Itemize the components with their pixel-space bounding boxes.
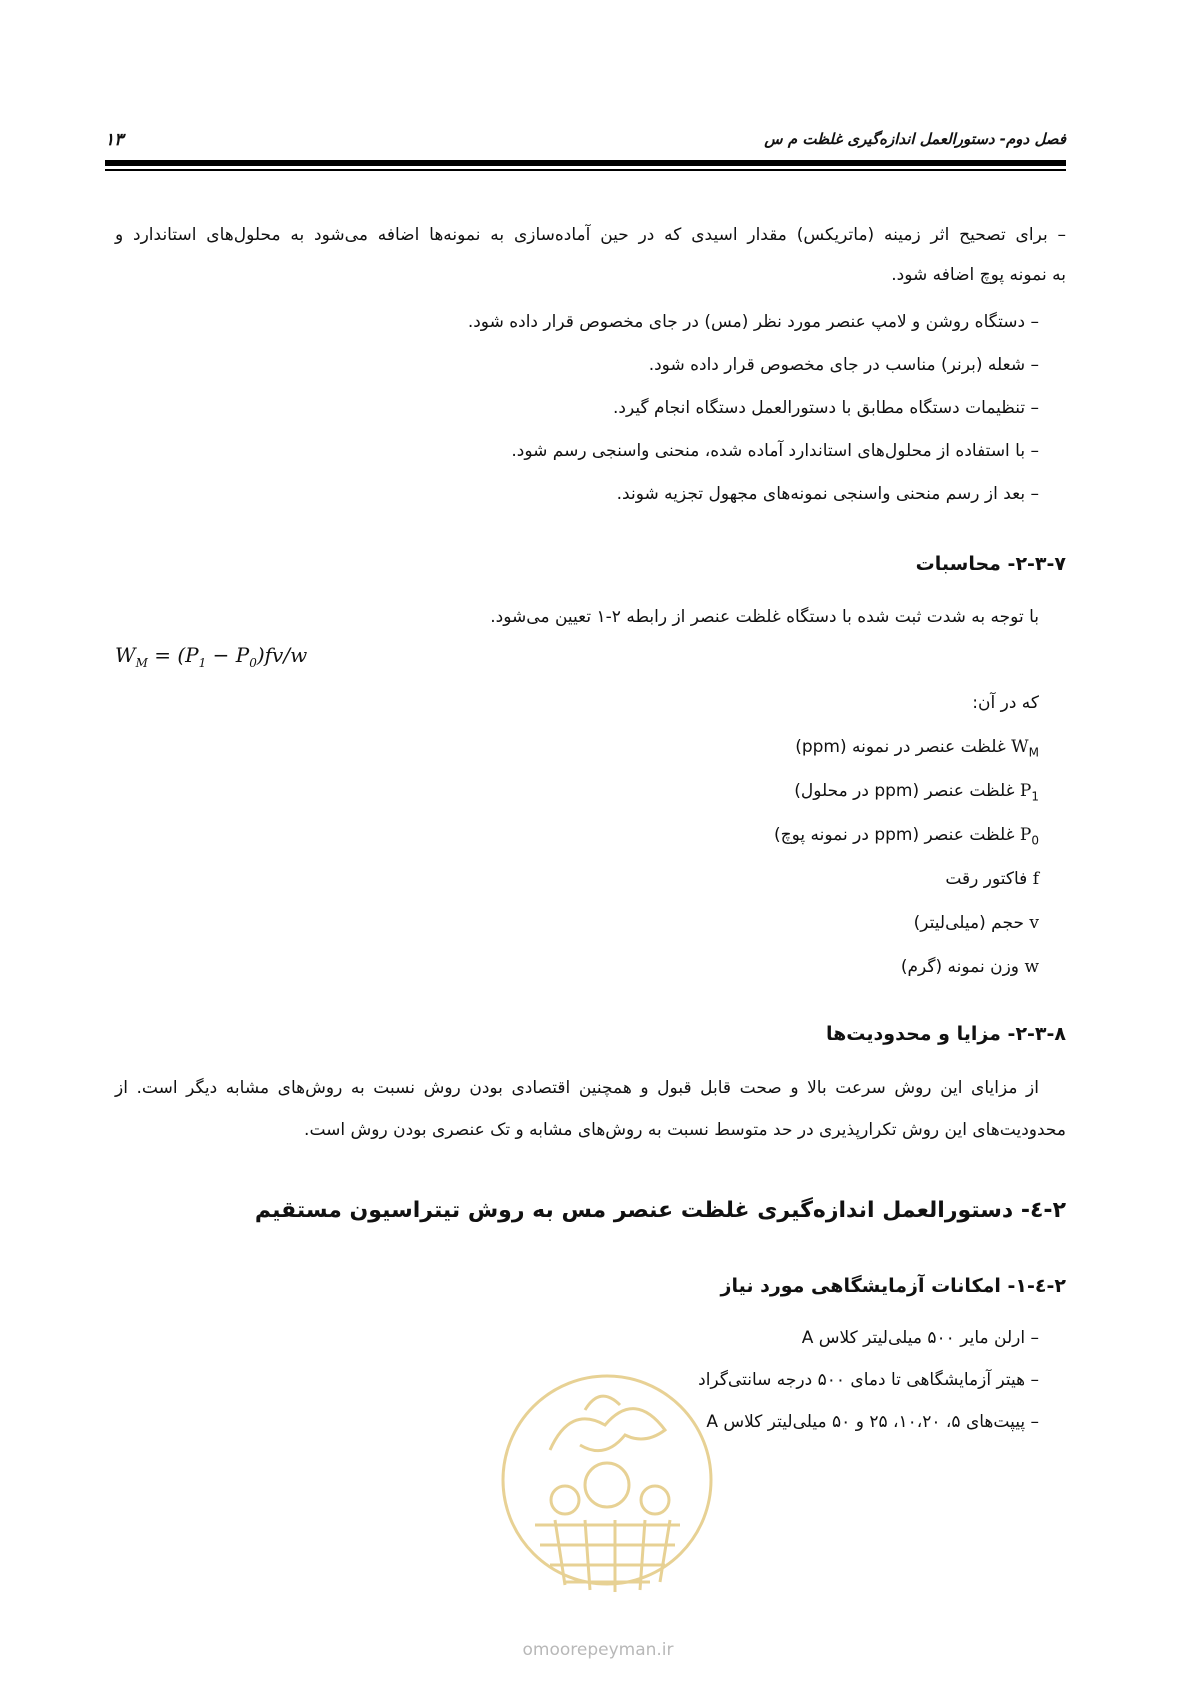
watermark-seal-icon: [495, 1350, 720, 1610]
page-number: ۱۳: [105, 130, 124, 150]
section-heading-advantages: ۲-۳-۸- مزایا و محدودیت‌ها: [825, 1023, 1066, 1045]
calc-intro: با توجه به شدت ثبت شده با دستگاه غلظت عنصر از رابطه ۲-۱ تعیین می‌شود.: [490, 607, 1039, 627]
advantages-line-2: محدودیت‌های این روش تکرارپذیری در حد متوسط نسبت به روش‌های مشابه و تک عنصری بودن روش است.: [304, 1120, 1066, 1140]
intro-item: – شعله (برنر) مناسب در جای مخصوص قرار داده شود.: [648, 355, 1039, 375]
variable-def-w: w وزن نمونه (گرم): [900, 957, 1039, 977]
formula-p1: P: [185, 643, 199, 667]
formula: [115, 643, 307, 670]
intro-item: – دستگاه روشن و لامپ عنصر مورد نظر (مس) در جای مخصوص قرار داده شود.: [467, 312, 1039, 332]
formula-lhs-sub: M: [135, 656, 148, 670]
formula-minus: −: [206, 643, 236, 667]
formula-eq: = (: [147, 643, 186, 667]
formula-p0-sub: 0: [249, 656, 257, 670]
formula-lhs: W: [115, 643, 136, 667]
intro-item: – تنظیمات دستگاه مطابق با دستورالعمل دستگاه انجام گیرد.: [612, 398, 1039, 418]
variable-def-v: v حجم (میلی‌لیتر): [913, 913, 1039, 933]
intro-item: – بعد از رسم منحنی واسنجی نمونه‌های مجهول تجزیه شوند.: [616, 484, 1039, 504]
page-header: [105, 130, 1066, 160]
facility-item: – پیپت‌های ۵، ۱۰،۲۰، ۲۵ و ۵۰ میلی‌لیتر کلاس A: [706, 1412, 1039, 1432]
header-rule-thick: [105, 160, 1066, 166]
formula-p0: P: [235, 643, 250, 667]
header-rule-thin: [105, 169, 1066, 171]
variable-def-f: f فاکتور رقت: [945, 869, 1039, 889]
advantages-line-1: از مزایای این روش سرعت بالا و صحت قابل قبول و همچنین اقتصادی بودن روش نسبت به روش‌های مشابه دیگر است. از: [115, 1078, 1039, 1098]
intro-para-line-1: – برای تصحیح اثر زمینه (ماتریکس) مقدار اسیدی که در حین آماده‌سازی به نمونه‌ها اضافه می‌شود به محلول‌های استاندارد و: [115, 225, 1066, 245]
intro-item: – با استفاده از محلول‌های استاندارد آماده شده، منحنی واسنجی رسم شود.: [511, 441, 1039, 461]
formula-rest: )fv/w: [256, 643, 308, 667]
variable-def-p0: $P_0$ غلظت عنصر (ppm در نمونه پوچ): [774, 825, 1039, 848]
variable-def-wm: $W_M$ غلظت عنصر در نمونه (ppm): [795, 737, 1039, 760]
section-heading-calculations: ۲-۳-۷- محاسبات: [915, 553, 1066, 575]
facility-item: – هیتر آزمایشگاهی تا دمای ۵۰۰ درجه سانتی‌گراد: [698, 1370, 1039, 1390]
intro-para-line-2: به نمونه پوچ اضافه شود.: [891, 265, 1066, 285]
variable-def-p1: $P_1$ غلظت عنصر (ppm در محلول): [794, 781, 1039, 804]
section-heading-titration: ۲-٤- دستورالعمل اندازه‌گیری غلظت عنصر مس به روش تیتراسیون مستقیم: [254, 1198, 1066, 1223]
section-heading-lab-facilities: ۲-٤-۱- امکانات آزمایشگاهی مورد نیاز: [720, 1275, 1066, 1297]
chapter-title: فصل دوم- دستورالعمل اندازه‌گیری غلظت م س: [764, 130, 1066, 148]
where-label: که در آن:: [972, 693, 1039, 713]
watermark-url: omoorepeyman.ir: [522, 1640, 674, 1660]
facility-item: – ارلن مایر ۵۰۰ میلی‌لیتر کلاس A: [801, 1328, 1039, 1348]
formula-p1-sub: 1: [198, 656, 207, 670]
